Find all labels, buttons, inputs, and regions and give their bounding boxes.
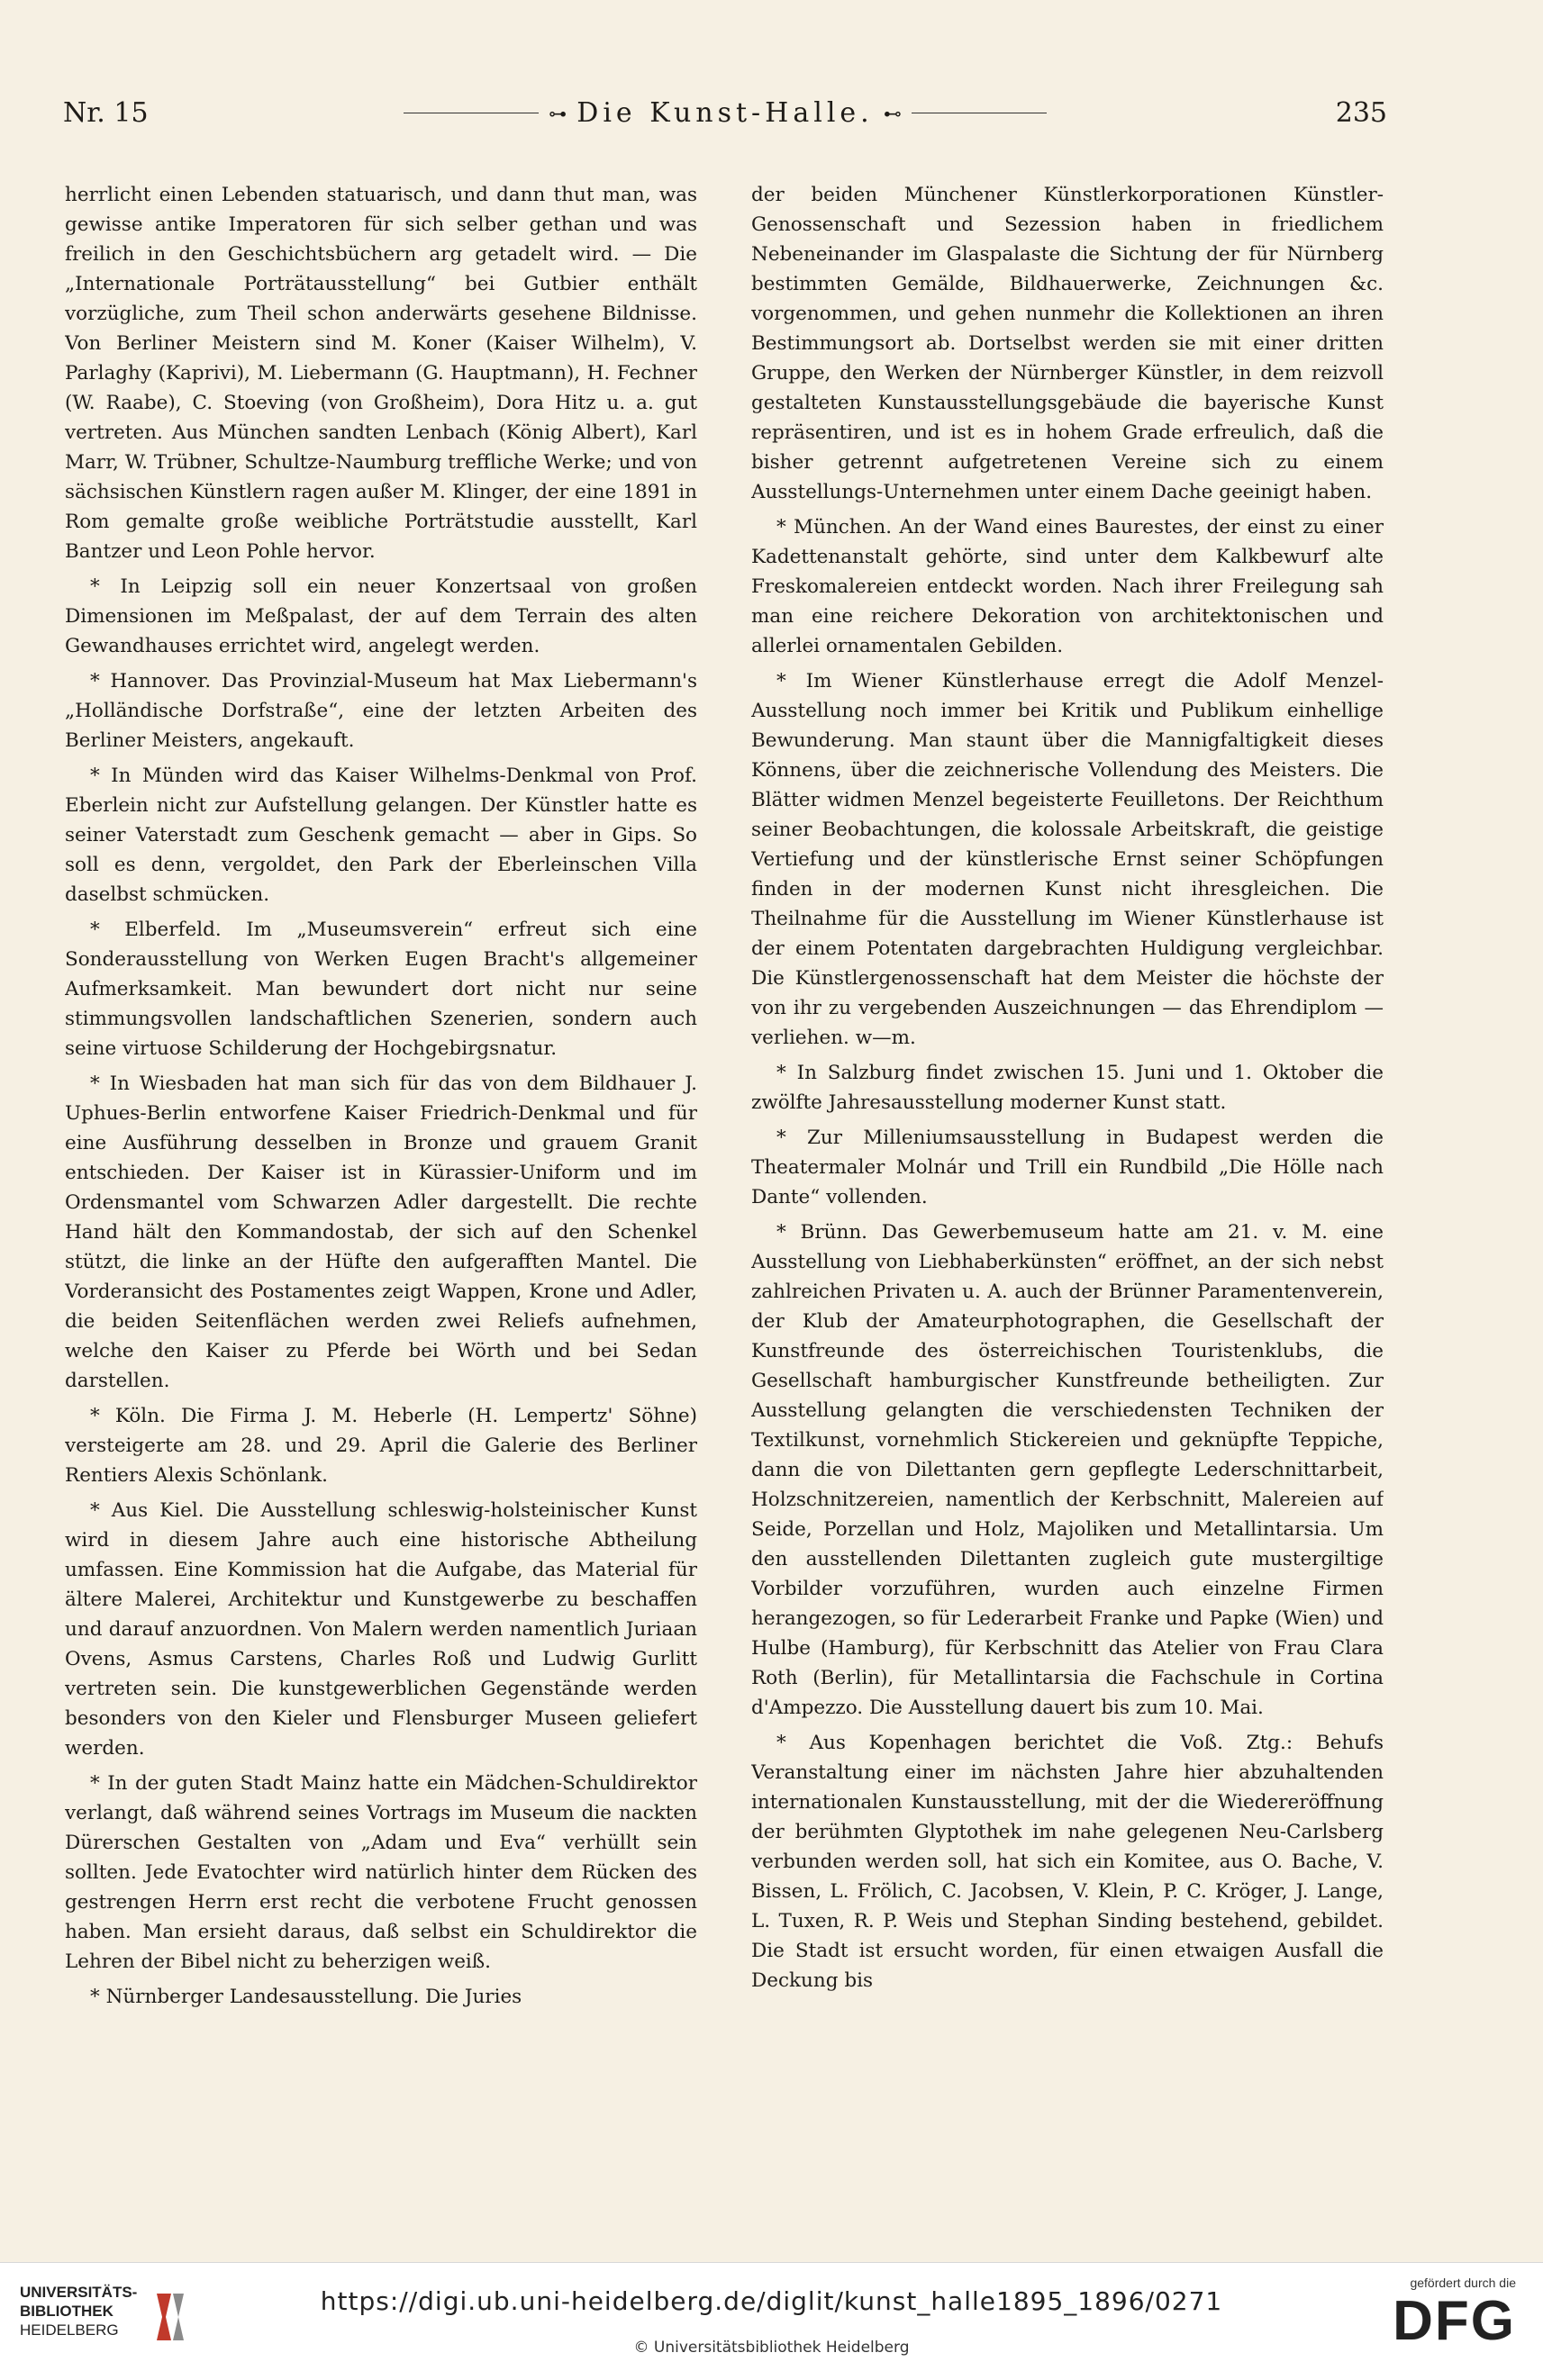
issue-number: Nr. 15	[63, 97, 149, 129]
journal-title: Die Kunst-Halle.	[576, 97, 874, 129]
library-name-line2: BIBLIOTHEK	[20, 2303, 113, 2320]
library-name-line3: HEIDELBERG	[20, 2321, 119, 2339]
paragraph: * Brünn. Das Gewerbemuseum hatte am 21. v. M. eine Ausstellung von Liebhaberkünsten“ eröffnet, an der sich nebst zahlreichen Privaten u. A. auch der Brünner Paramentenverein, der Klub der Amateurphotographen, die Gesellschaft der Kunstfreunde des österreichischen Touristenklubs, die Gesellschaft hamburgischer Kunstfreunde betheiligten. Zur Ausstellung gelangten die verschiedensten Techniken der Textilkunst, vornehmlich Stickereien und geknüpfte Teppiche, dann die von Dilettanten gern gepflegte Lederschnittarbeit, Holzschnitzereien, namentlich der Kerbschnitt, Malereien auf Seide, Porzellan und Holz, Majoliken und Metallintarsia. Um den ausstellenden Dilettanten zugleich gute mustergiltige Vorbilder vorzuführen, wurden auch einzelne Firmen herangezogen, so für Lederarbeit Franke und Papke (Wien) und Hulbe (Hamburg), für Kerbschnitt das Atelier von Frau Clara Roth (Berlin), für Metallintarsia die Fachschule in Cortina d'Ampezzo. Die Ausstellung dauert bis zum 10. Mai.	[751, 1221, 1384, 1719]
paragraph: herrlicht einen Lebenden statuarisch, und dann thut man, was gewisse antike Imperatoren für sich selber gethan und was freilich in den Geschichtsbüchern arg getadelt wird. — Die „Internationale Porträtausstellung“ bei Gutbier enthält vorzügliche, zum Theil schon anderwärts gesehene Bildnisse. Von Berliner Meistern sind M. Koner (Kaiser Wilhelm), V. Parlaghy (Kaprivi), M. Liebermann (G. Hauptmann), H. Fechner (W. Raabe), C. Stoeving (von Großheim), Dora Hitz u. a. gut vertreten. Aus München sandten Lenbach (König Albert), Karl Marr, W. Trübner, Schultze-Naumburg treffliche Werke; und von sächsischen Künstlern ragen außer M. Klinger, der eine 1891 in Rom gemalte große weibliche Porträtstudie ausstellt, Karl Bantzer und Leon Pohle hervor.	[65, 184, 697, 563]
page-number: 235	[1335, 97, 1387, 129]
running-title	[63, 97, 1387, 129]
paragraph: * In Münden wird das Kaiser Wilhelms-Denkmal von Prof. Eberlein nicht zur Aufstellung gelangen. Der Künstler hatte es seiner Vaterstadt zum Geschenk gemacht — aber in Gips. So soll es denn, vergoldet, den Park der Eberleinschen Villa daselbst schmücken.	[65, 765, 697, 906]
paragraph: * Aus Kopenhagen berichtet die Voß. Ztg.: Behufs Veranstaltung einer im nächsten Jahre hier abzuhaltenden internationalen Kunstausstellung, mit der die Wiedereröffnung der berühmten Glyptothek im nahe gelegenen Neu-Carlsberg verbunden werden soll, hat sich ein Komitee, aus O. Bache, V. Bissen, L. Frölich, C. Jacobsen, V. Klein, P. C. Kröger, J. Lange, L. Tuxen, R. P. Weis und Stephan Sinding bestehend, gebildet. Die Stadt ist ersucht worden, für einen etwaigen Ausfall die Deckung bis	[751, 1732, 1384, 1992]
ornament-right-icon: ⊷	[883, 102, 902, 124]
paragraph: * In der guten Stadt Mainz hatte ein Mädchen-Schuldirektor verlangt, daß während seines Vortrags im Museum die nackten Dürerschen Gestalten von „Adam und Eva“ verhüllt sein sollten. Jede Evatochter wird natürlich hinter dem Rücken des gestrengen Herrn erst recht die verbotene Frucht genossen haben. Man ersieht daraus, daß selbst ein Schuldirektor die Lehren der Bibel nicht zu beherzigen weiß.	[65, 1772, 697, 1973]
paragraph: * In Wiesbaden hat man sich für das von dem Bildhauer J. Uphues-Berlin entworfene Kaiser Friedrich-Denkmal und für eine Ausführung desselben in Bronze und grauem Granit entschieden. Der Kaiser ist in Kürassier-Uniform und im Ordensmantel vom Schwarzen Adler dargestellt. Die rechte Hand hält den Kommandostab, der sich auf den Schenkel stützt, die linke an der Hüfte den aufgerafften Mantel. Die Vorderansicht des Postamentes zeigt Wappen, Krone und Adler, die beiden Seitenflächen werden zwei Reliefs aufnehmen, welche den Kaiser zu Pferde bei Wörth und bei Sedan darstellen.	[65, 1072, 697, 1392]
funded-by-text: gefördert durch die	[1410, 2276, 1516, 2290]
permalink-url[interactable]: https://digi.ub.uni-heidelberg.de/diglit/kunst_halle1895_1896/0271	[320, 2286, 1223, 2316]
dfg-wordmark: DFG	[1393, 2290, 1516, 2352]
paragraph: * Nürnberger Landesausstellung. Die Juries	[90, 1986, 522, 2008]
footer-bar	[0, 2262, 1543, 2380]
ornament-left-icon: ⊶	[549, 102, 567, 124]
page-header	[63, 97, 1387, 139]
paragraph: * Zur Milleniumsausstellung in Budapest werden die Theatermaler Molnár und Trill ein Rundbild „Die Hölle nach Dante“ vollenden.	[751, 1127, 1384, 1208]
paragraph: * In Leipzig soll ein neuer Konzertsaal von großen Dimensionen im Meßpalast, der auf dem Terrain des alten Gewandhauses errichtet wird, angelegt werden.	[65, 575, 697, 657]
paragraph: * Elberfeld. Im „Museumsverein“ erfreut sich eine Sonderausstellung von Werken Eugen Bracht's allgemeiner Aufmerksamkeit. Man bewundert dort nicht nur seine stimmungsvollen landschaftlichen Szenerien, sondern auch seine virtuose Schilderung der Hochgebirgsnatur.	[65, 919, 697, 1060]
dfg-logo[interactable]	[1363, 2276, 1516, 2369]
paragraph: der beiden Münchener Künstlerkorporationen Künstler-Genossenschaft und Sezession haben in friedlichem Nebeneinander im Glaspalaste die Sichtung der für Nürnberg bestimmten Gemälde, Bildhauerwerke, Zeichnungen &c. vorgenommen, und gehen nunmehr die Kollektionen an ihren Bestimmungsort ab. Dortselbst werden sie mit einer dritten Gruppe, den Werken der Nürnberger Künstler, in dem reizvoll gestalteten Kunstausstellungsgebäude die bayerische Kunst repräsentiren, und ist es in hohem Grade erfreulich, daß die bisher getrennt aufgetretenen Vereine sich zu einem Ausstellungs-Unternehmen unter einem Dache geeinigt haben.	[751, 184, 1384, 503]
paragraph: * Im Wiener Künstlerhause erregt die Adolf Menzel-Ausstellung noch immer bei Kritik und Publikum einhellige Bewunderung. Man staunt über die Mannigfaltigkeit dieses Könnens, über die zeichnerische Vollendung des Meisters. Die Blätter widmen Menzel begeisterte Feuilletons. Der Reichthum seiner Beobachtungen, die kolossale Arbeitskraft, die geistige Vertiefung und der künstlerische Ernst seiner Schöpfungen finden in der modernen Kunst nicht ihresgleichen. Die Theilnahme für die Ausstellung im Wiener Künstlerhause ist der einem Potentaten dargebrachten Huldigung vergleichbar. Die Künstlergenossenschaft hat dem Meister die höchste der von ihr zu vergebenden Auszeichnungen — das Ehrendiplom — verliehen. w—m.	[751, 670, 1384, 1049]
paragraph: * Hannover. Das Provinzial-Museum hat Max Liebermann's „Holländische Dorfstraße“, eine der letzten Arbeiten des Berliner Meisters, angekauft.	[65, 670, 697, 752]
right-column	[751, 180, 1384, 2107]
paragraph: * München. An der Wand eines Baurestes, der einst zu einer Kadettenanstalt gehörte, sind unter dem Kalkbewurf alte Freskomalereien entdeckt worden. Nach ihrer Freilegung sah man eine reichere Dekoration von architektonischen und allerlei ornamentalen Gebilden.	[751, 516, 1384, 657]
paragraph: * In Salzburg findet zwischen 15. Juni und 1. Oktober die zwölfte Jahresausstellung moderner Kunst statt.	[751, 1062, 1384, 1114]
left-column	[65, 180, 697, 2107]
library-name-line1: UNIVERSITÄTS-	[20, 2284, 138, 2301]
paragraph: * Aus Kiel. Die Ausstellung schleswig-holsteinischer Kunst wird in diesem Jahre auch eine historische Abtheilung umfassen. Eine Kommission hat die Aufgabe, das Material für ältere Malerei, Architektur und Kunstgewerbe zu beschaffen und darauf anzuordnen. Von Malern werden namentlich Juriaan Ovens, Asmus Carstens, Charles Roß und Ludwig Gurlitt vertreten sein. Die kunstgewerblichen Gegenstände werden besonders von den Kieler und Flensburger Museen geliefert werden.	[65, 1499, 697, 1760]
paragraph: * Köln. Die Firma J. M. Heberle (H. Lempertz' Söhne) versteigerte am 28. und 29. April die Galerie des Berliner Rentiers Alexis Schönlank.	[65, 1405, 697, 1487]
copyright-notice: © Universitätsbibliothek Heidelberg	[633, 2339, 910, 2357]
text-columns	[65, 180, 1384, 2107]
